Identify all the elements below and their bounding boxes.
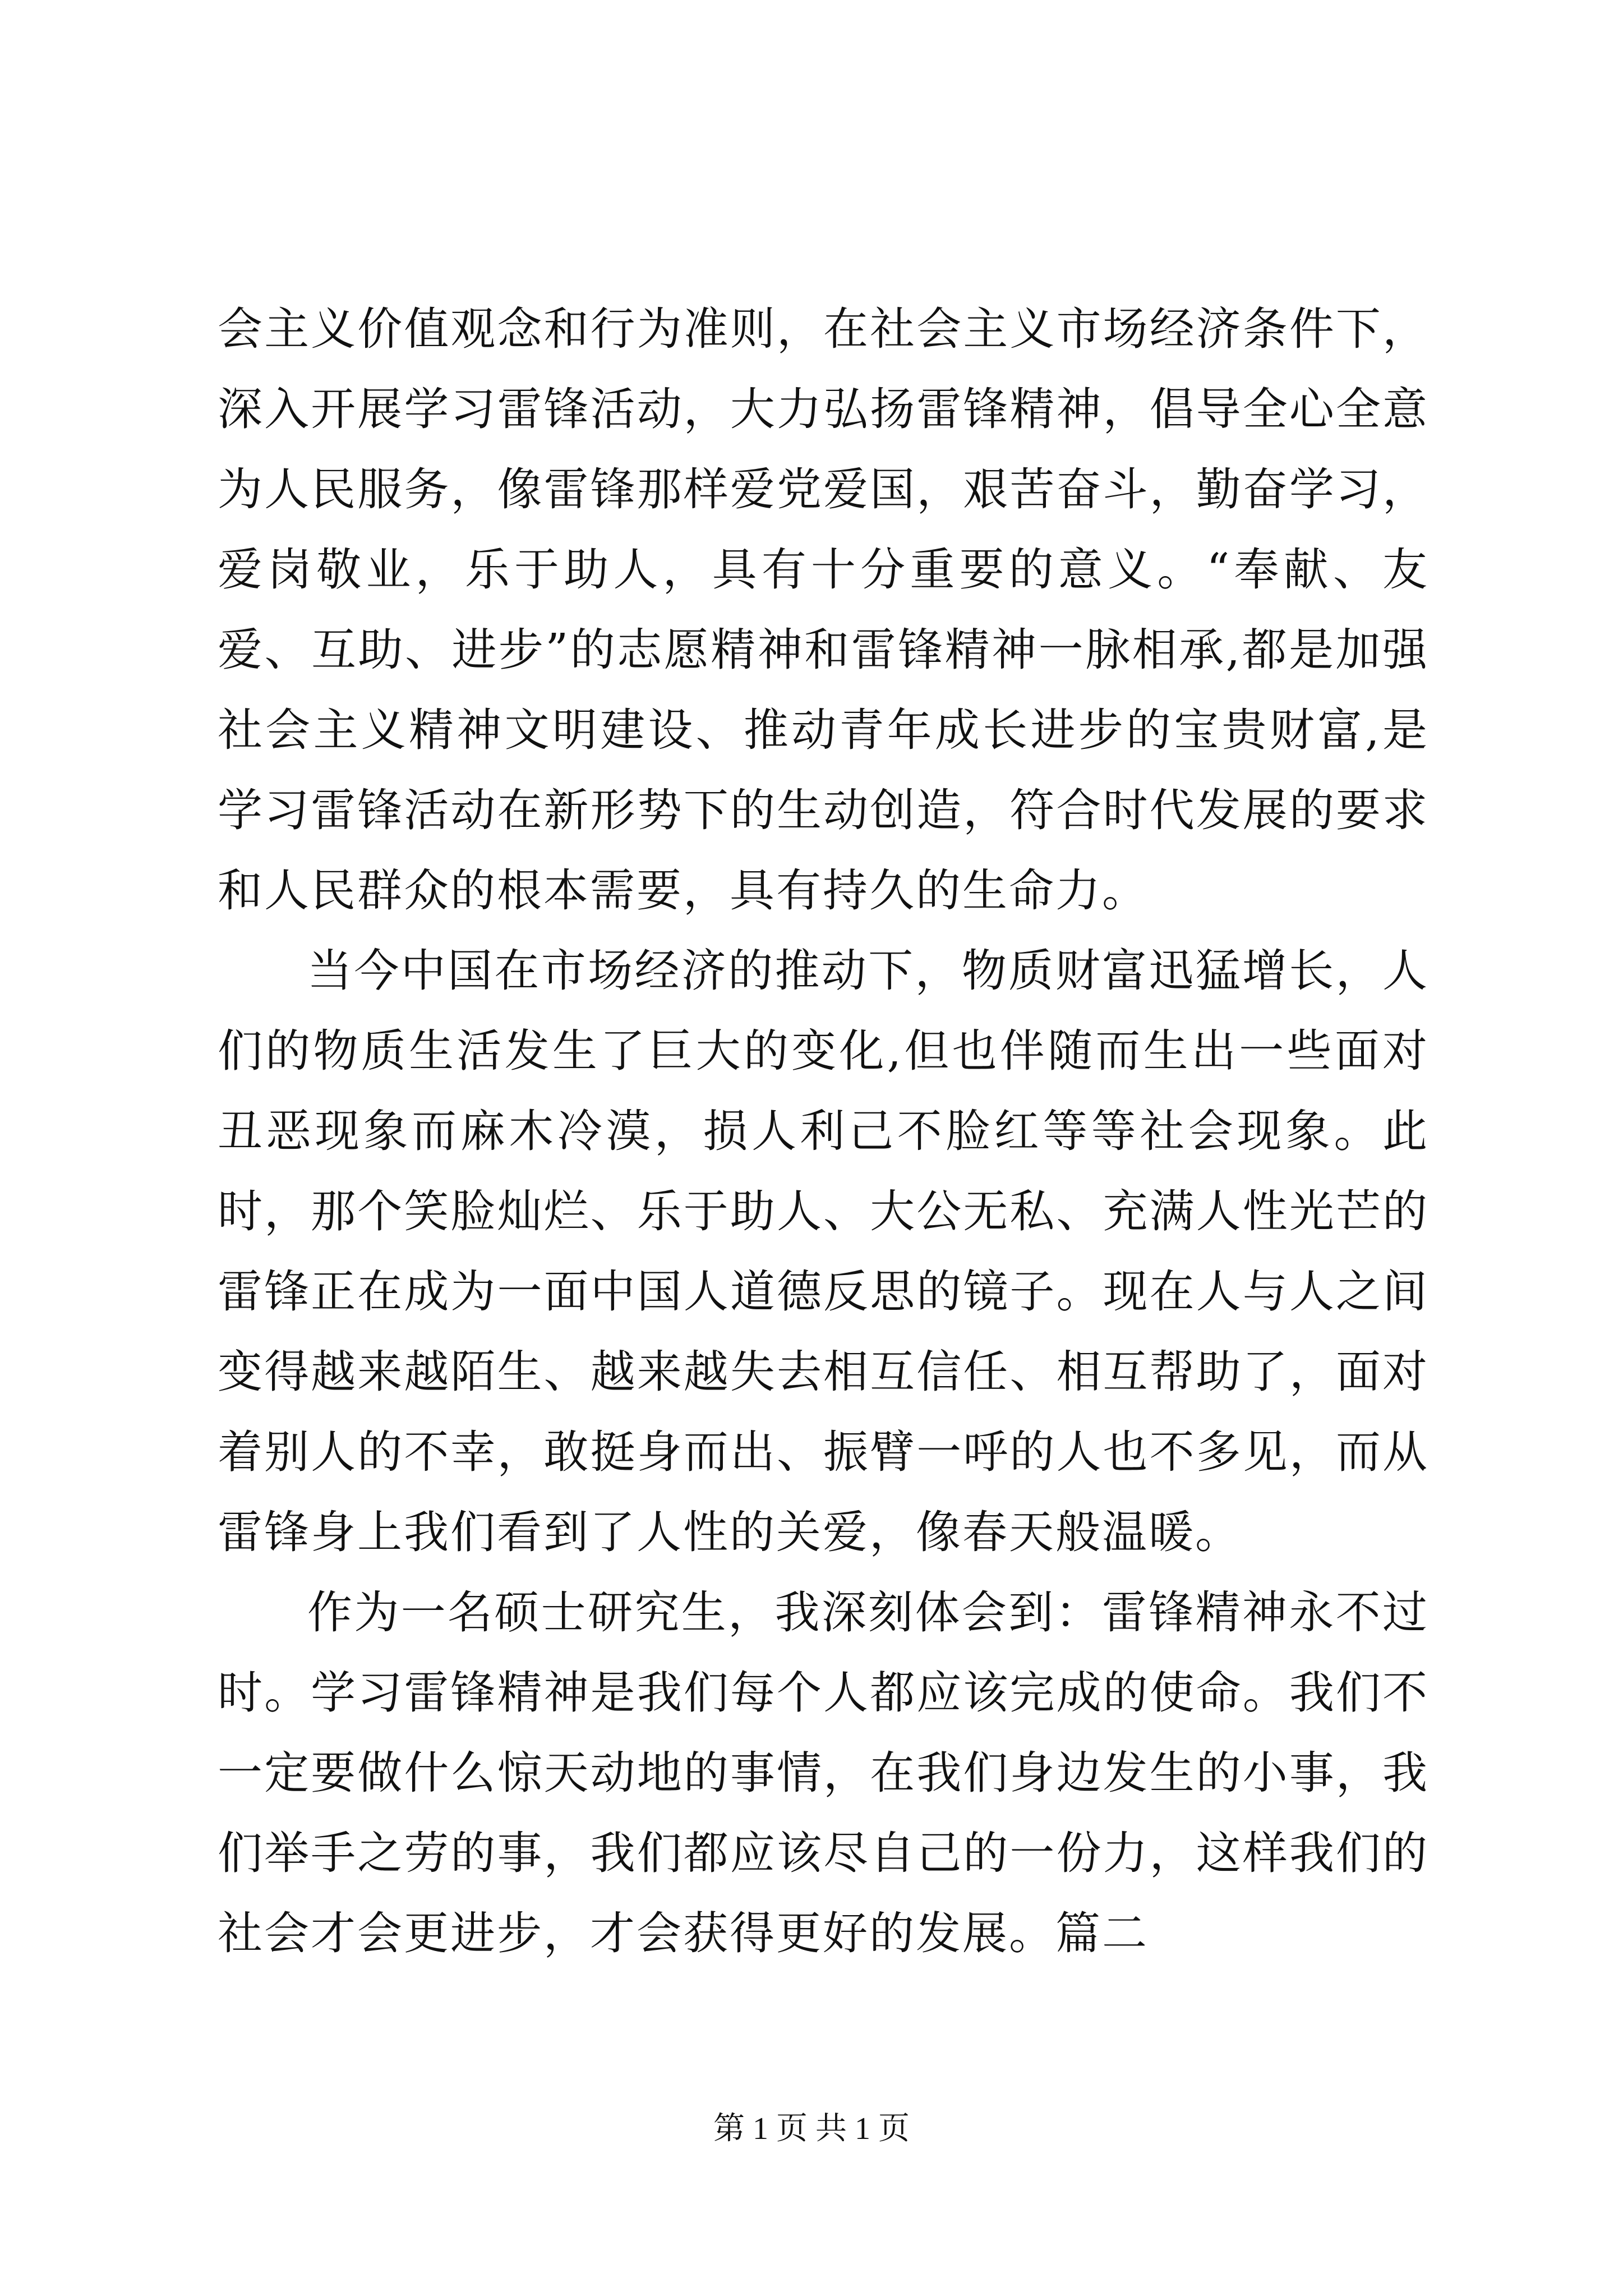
document-body [218,289,1429,1973]
paragraph-1: 会主义价值观念和行为准则，在社会主义市场经济条件下，深入开展学习雷锋活动，大力弘扬雷锋精神，倡导全心全意为人民服务，像雷锋那样爱党爱国，艰苦奋斗，勤奋学习，爱岗敬业，乐于助人，具有十分重要的意义。“奉献、友爱、互助、进步”的志愿精神和雷锋精神一脉相承,都是加强社会主义精神文明建设、推动青年成长进步的宝贵财富,是学习雷锋活动在新形势下的生动创造，符合时代发展的要求和人民群众的根本需要，具有持久的生命力。 [218,303,1429,917]
paragraph-3: 作为一名硕士研究生，我深刻体会到：雷锋精神永不过时。学习雷锋精神是我们每个人都应该完成的使命。我们不一定要做什么惊天动地的事情，在我们身边发生的小事，我们举手之劳的事，我们都应该尽自己的一份力，这样我们的社会才会更进步，才会获得更好的发展。篇二 [218,1586,1429,1959]
paragraph-2: 当今中国在市场经济的推动下，物质财富迅猛增长，人们的物质生活发生了巨大的变化,但也伴随而生出一些面对丑恶现象而麻木冷漠，损人利己不脸红等等社会现象。此时，那个笑脸灿烂、乐于助人、大公无私、充满人性光芒的雷锋正在成为一面中国人道德反思的镜子。现在人与人之间变得越来越陌生、越来越失去相互信任、相互帮助了，面对着别人的不幸，敢挺身而出、振臂一呼的人也不多见，而从雷锋身上我们看到了人性的关爱，像春天般温暖。 [218,945,1429,1558]
page-footer: 第 1 页 共 1 页 [713,2111,910,2146]
